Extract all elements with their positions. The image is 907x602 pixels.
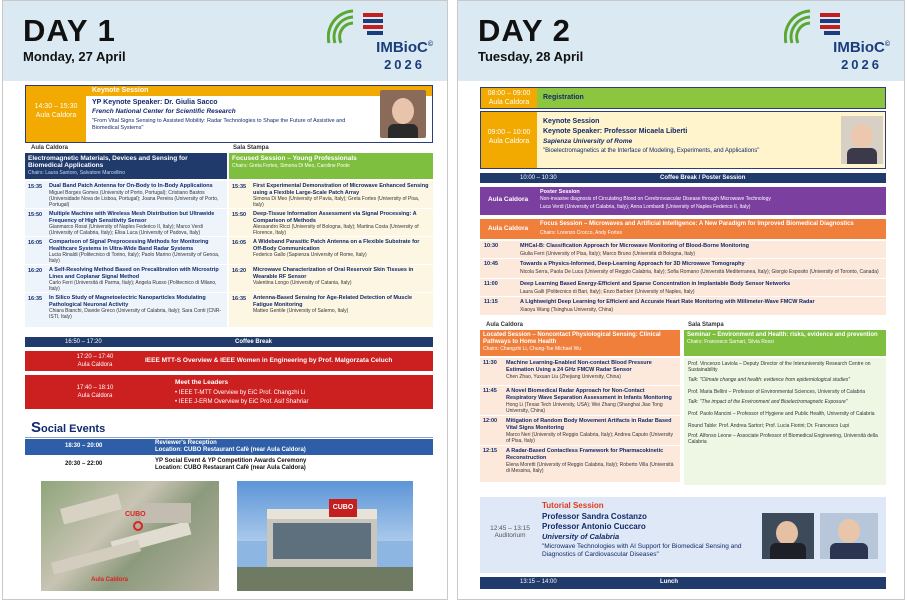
talk-row bbox=[480, 297, 886, 315]
talk-title: Multiple Machine with Wireless Mesh Distribution but Ultrawide Frequency of High Sensitivity Sensor bbox=[49, 211, 215, 224]
day1-keynote-timecell bbox=[26, 86, 86, 142]
reg-timecell bbox=[481, 88, 537, 108]
talk-title: A Self-Resolving Method Based on Precalibration with Microstrip Lines and Coplanar Signal Method bbox=[49, 267, 219, 280]
located-title: Located Session – Noncontact Physiological Sensing: Clinical Pathways to Home Health bbox=[483, 332, 661, 345]
reception-time: 18:30 – 20:00 bbox=[65, 443, 103, 449]
talk-authors: Elena Moretti (University of Reggio Calabria, Italy); Roberto Villa (Università di Messina, Italy) bbox=[506, 462, 674, 474]
logo-text: IMBioC© bbox=[376, 39, 433, 56]
room-header-left: Aula Caldora bbox=[31, 145, 69, 151]
cubo-sign: CUBO bbox=[329, 499, 357, 517]
talk-row bbox=[25, 237, 227, 265]
talk-time: 11:15 bbox=[484, 299, 498, 305]
day2-title: DAY 2 bbox=[478, 13, 571, 48]
ieee-label: IEEE MTT-S Overview & IEEE Women in Engineering by Prof. Malgorzata Celuch bbox=[145, 357, 393, 364]
coffee-label: Coffee Break bbox=[235, 339, 273, 345]
seminar-header bbox=[684, 330, 886, 356]
talk-row bbox=[480, 259, 886, 279]
day2-kn-room: Aula Caldora bbox=[488, 138, 530, 145]
talk-authors: Chen Zhao, Yuxuan Liu (Zhejiang University, China) bbox=[506, 374, 621, 380]
dinner-time: 20:30 – 22:00 bbox=[65, 461, 103, 467]
day2-kn-time: 09:00 – 10:00 bbox=[487, 129, 531, 136]
seminar-chairs: Chairs: Francesco Sarnari, Silvia Rossi bbox=[687, 339, 774, 345]
talk-title: Towards a Physics-Informed, Deep-Learning Approach for 3D Microwave Tomography bbox=[520, 261, 745, 267]
talk-time: 16:20 bbox=[232, 268, 247, 274]
talk-title: Machine Learning-Enabled Non-contact Blood Pressure Estimation Using a 24 GHz FMCW Radar Sensor bbox=[506, 360, 652, 373]
talk-time: 12:00 bbox=[483, 418, 498, 424]
talk-row bbox=[25, 293, 227, 327]
talk-title: A Wideband Parasitic Patch Antenna on a Flexible Substrate for Off-Body Communication bbox=[253, 239, 420, 252]
talk-title: In Silico Study of Magnetoelectric Nanoparticles Modulating Pathological Neuronal Activity bbox=[49, 295, 206, 308]
talk-authors: Gianmarco Rossi (University of Naples Federico II, Italy); Marco Verdi (University of Calabria, Italy); Elisa Luca (University of Padova, Italy) bbox=[49, 224, 203, 236]
talk-time: 11:30 bbox=[483, 360, 497, 366]
reg-label: Registration bbox=[537, 88, 885, 108]
talk-authors: Alessandro Ricci (University of Bologna, Italy); Martina Costa (University of Florence, Italy) bbox=[253, 224, 419, 236]
logo-year: 2026 bbox=[384, 57, 425, 72]
talk-time: 10:45 bbox=[484, 261, 499, 267]
talk-time: 16:05 bbox=[232, 240, 247, 246]
coffee-time: 16:50 – 17:20 bbox=[65, 339, 102, 345]
talk-authors: Valentina Longo (University of Catania, Italy) bbox=[253, 280, 352, 286]
talk-row bbox=[480, 241, 886, 259]
day2-keynote-box bbox=[480, 111, 886, 169]
ieee-time: 17:20 – 17:40 bbox=[76, 354, 114, 360]
talk-row bbox=[229, 209, 433, 237]
leaders-timecell bbox=[65, 384, 125, 400]
day2-page bbox=[457, 0, 905, 600]
tutorial-box bbox=[480, 497, 886, 573]
day2-kn-affil: Sapienza University of Rome bbox=[543, 138, 633, 145]
leaders-time: 17:40 – 18:10 bbox=[76, 385, 114, 391]
divider bbox=[25, 437, 433, 438]
tut-speaker2: Professor Antonio Cuccaro bbox=[542, 522, 646, 531]
day2-header bbox=[458, 1, 904, 81]
talk-authors: Chiara Bianchi, Davide Greco (University of Calabria, Italy); Sara Conti (CNR-ISTI, Italy) bbox=[49, 308, 222, 320]
day2-date: Tuesday, 28 April bbox=[478, 49, 584, 64]
lunch-label: Lunch bbox=[660, 579, 678, 585]
talk-title: Microwave Characterization of Oral Reservoir Skin Tissues in Wearable RF Sensor bbox=[253, 267, 414, 280]
day1-keynote-talk: "From Vital Signs Sensing to Assisted Mobility: Radar Technologies to Shape the Future of Assistive and Biomedical Systems" bbox=[92, 118, 346, 131]
talk-row bbox=[480, 446, 680, 482]
talk-authors: Matteo Gentile (University of Salerno, Italy) bbox=[253, 308, 349, 314]
poster-authors: Luca Verdi (University of Calabria, Italy); Anna Lombardi (University of Naples Federico II, Italy) bbox=[540, 204, 751, 210]
talk-authors: Xiaoyu Wang (Tsinghua University, China) bbox=[520, 307, 614, 313]
talk-row bbox=[25, 209, 227, 237]
seminar-line: Prof. Alfonso Leone – Associate Professor of Biomedical Engineering, Università della Calabria bbox=[688, 433, 878, 445]
seminar-line: Prof. Maria Bellini – Professor of Environmental Sciences, University of Calabria bbox=[688, 389, 866, 395]
session-right-header-bg bbox=[229, 153, 433, 179]
day1-coffee-bar bbox=[25, 337, 433, 347]
focus-talks bbox=[480, 241, 886, 315]
talk-row bbox=[229, 293, 433, 327]
day1-ieee-bar bbox=[25, 351, 433, 371]
talk-row bbox=[480, 358, 680, 386]
campus-aerial-map bbox=[41, 481, 219, 591]
talks-right bbox=[229, 181, 433, 327]
reception-title: Reviewer's Reception bbox=[155, 440, 217, 446]
dinner-title: YP Social Event & YP Competition Awards Ceremony bbox=[155, 458, 307, 464]
talk-title: Dual Band Patch Antenna for On-Body to In-Body Applications bbox=[49, 183, 213, 189]
session-right-header bbox=[229, 153, 433, 179]
seminar-line: Prof. Vincenzo Laviola – Deputy Director of the Interuniversity Research Centre on Sustainability bbox=[688, 361, 871, 373]
day2-poster-bar bbox=[480, 187, 886, 215]
day1-keynote-time: 14:30 – 15:30 bbox=[34, 103, 78, 110]
seminar-title: Seminar – Environment and Health: risks, evidence and prevention bbox=[687, 332, 878, 338]
talk-title: MHCal-B: Classification Approach for Microwave Monitoring of Blood-Borne Monitoring bbox=[520, 243, 749, 249]
talk-row bbox=[480, 386, 680, 416]
poster-room: Aula Caldora bbox=[488, 196, 529, 203]
day2-kn-speaker: Keynote Speaker: Professor Micaela Liberti bbox=[543, 128, 688, 135]
reception-loc: Location: CUBO Restaurant Cafè (near Aula Caldora) bbox=[155, 447, 306, 453]
session-left-header bbox=[25, 153, 227, 179]
located-talks bbox=[480, 358, 680, 482]
leaders-item: • IEEE T-MTT Overview by EiC Prof. Changzhi Li bbox=[175, 390, 306, 396]
day2-kn-timecell bbox=[481, 112, 537, 168]
talk-title: A Novel Biomedical Radar Approach for Non-Contact Respiratory Wave Separation Assessment in Infants Monitoring bbox=[506, 388, 672, 401]
coffee-label: Coffee Break / Poster Session bbox=[660, 175, 746, 181]
talk-authors: Giulia Ferri (University of Pisa, Italy); Marco Bruno (Università di Bologna, Italy) bbox=[520, 251, 696, 257]
day1-keynote-affil: French National Center for Scientific Research bbox=[92, 108, 236, 115]
room-header-left: Aula Caldora bbox=[486, 322, 524, 328]
poster-desc: Non-invasive diagnosis of Circulating Blood on Cerebrovascular Disease through Microwave Technology bbox=[540, 196, 771, 202]
map-label-aula: Aula Caldora bbox=[91, 577, 129, 583]
reception-bar bbox=[25, 439, 433, 455]
day1-leaders-bar bbox=[25, 375, 433, 409]
day1-title: DAY 1 bbox=[23, 13, 116, 48]
lunch-time: 13:15 – 14:00 bbox=[520, 579, 557, 585]
seminar-line: Prof. Paolo Mancini – Professor of Hygiene and Public Health, University of Calabria bbox=[688, 411, 875, 417]
dinner-loc: Location: CUBO Restaurant Cafè (near Aula Caldora) bbox=[155, 465, 306, 471]
map-marker-icon bbox=[133, 521, 143, 531]
reg-room: Aula Caldora bbox=[488, 99, 530, 106]
seminar-line: Round Table: Prof. Andrea Sartori; Prof. Lucia Fiorini; Dr. Francesco Lupi bbox=[688, 423, 850, 429]
seminar-content bbox=[684, 358, 886, 485]
day2-kn-talk: "Bioelectromagnetics at the Interface of Modeling, Experiments, and Applications" bbox=[543, 148, 760, 154]
room-header-right: Sala Stampa bbox=[233, 145, 269, 151]
day1-keynote-speaker: YP Keynote Speaker: Dr. Giulia Sacco bbox=[92, 99, 218, 106]
session-right-title: Focused Session – Young Professionals bbox=[232, 155, 357, 162]
speaker-photo bbox=[380, 90, 426, 138]
talk-time: 10:30 bbox=[484, 243, 499, 249]
leaders-room: Aula Caldora bbox=[77, 393, 113, 399]
talk-time: 16:20 bbox=[28, 268, 43, 274]
talk-title: A Lightweight Deep Learning for Efficient and Accurate Heart Rate Monitoring with Millimeter-Wave FMCW Radar bbox=[520, 299, 815, 305]
day1-header bbox=[3, 1, 447, 81]
talk-time: 15:35 bbox=[232, 184, 247, 190]
talk-time: 11:00 bbox=[484, 281, 498, 287]
talk-authors: Hong Li (Texas Tech University, USA); Wei Zhang (Shanghai Jiao Tong University, China) bbox=[506, 402, 663, 414]
tut-time: 12:45 – 13:15 bbox=[490, 525, 530, 532]
located-session-header bbox=[480, 330, 680, 356]
session-left-chairs: Chairs: Laura Santoro, Salvatore Marcellino bbox=[28, 170, 125, 176]
logo-year: 2026 bbox=[841, 57, 882, 72]
talk-row bbox=[480, 416, 680, 446]
room-header-right: Sala Stampa bbox=[688, 322, 724, 328]
day2-kn-title: Keynote Session bbox=[543, 118, 600, 125]
focus-chairs: Chairs: Lorenzo Crocco, Andy Fortes bbox=[540, 230, 622, 236]
tut-speaker1: Professor Sandra Costanzo bbox=[542, 512, 647, 521]
day2-registration bbox=[480, 87, 886, 109]
day1-page bbox=[2, 0, 448, 600]
talk-title: Deep-Tissue Information Assessment via Signal Processing: A Comparison of Methods bbox=[253, 211, 417, 224]
tut-title: Tutorial Session bbox=[542, 501, 604, 510]
seminar-line: Talk: "Climate change and health: evidence from epidemiological studies" bbox=[688, 377, 851, 383]
speaker-photo bbox=[762, 513, 814, 559]
tut-talk: "Microwave Technologies with AI Support for Biomedical Sensing and Diagnostics of Cardiovascular Diseases" bbox=[542, 543, 742, 558]
talk-authors: Federico Gallo (Sapienza University of Rome, Italy) bbox=[253, 252, 367, 258]
talk-authors: Nicola Serra, Paola De Luca (University of Reggio Calabria, Italy); Sofia Romano (Università Mediterranea, Italy); Giorgio Esposito (University of Toronto, Canada) bbox=[520, 269, 879, 275]
talk-authors: Marco Neri (University of Reggio Calabria, Italy); Andrea Caputo (University of Pisa, Italy) bbox=[506, 432, 674, 444]
focus-session-header bbox=[480, 219, 886, 239]
poster-title: Poster Session bbox=[540, 189, 580, 195]
talk-time: 16:35 bbox=[232, 296, 247, 302]
focus-room: Aula Caldora bbox=[488, 225, 529, 232]
talk-authors: Carlo Ferri (Università di Parma, Italy); Angela Russo (Politecnico di Milano, Italy) bbox=[49, 280, 217, 292]
focus-title: Focus Session – Microwaves and Artificial Intelligence: A New Paradigm for Improved Biomedical Diagnostics bbox=[540, 221, 854, 227]
reg-time: 08:00 – 09:00 bbox=[487, 90, 531, 97]
day1-keynote-box bbox=[25, 85, 433, 143]
talk-row bbox=[480, 279, 886, 297]
lunch-bar bbox=[480, 577, 886, 589]
talk-time: 15:50 bbox=[232, 212, 247, 218]
leaders-title: Meet the Leaders bbox=[175, 379, 229, 386]
coffee-time: 10:00 – 10:30 bbox=[520, 175, 557, 181]
talk-title: Antenna-Based Sensing for Age-Related Detection of Muscle Fatigue Monitoring bbox=[253, 295, 413, 308]
talk-time: 16:35 bbox=[28, 296, 43, 302]
speaker-photo bbox=[841, 116, 883, 164]
day1-keynote-room: Aula Caldora bbox=[35, 112, 77, 119]
talk-row bbox=[229, 265, 433, 293]
tut-affil: University of Calabria bbox=[542, 532, 620, 541]
talk-title: Deep Learning Based Energy-Efficient and Sparse Concentration in Implantable Body Sensor Networks bbox=[520, 281, 791, 287]
logo-text: IMBioC© bbox=[833, 39, 890, 56]
tut-timecell bbox=[486, 525, 534, 539]
ieee-timecell bbox=[65, 353, 125, 369]
day1-keynote-title: Keynote Session bbox=[86, 86, 432, 96]
session-right-chairs: Chairs: Greta Fortes, Simona Di Meo, Caroline Poole bbox=[232, 163, 350, 169]
talk-row bbox=[25, 181, 227, 209]
talk-time: 15:35 bbox=[28, 184, 43, 190]
cubo-building-photo bbox=[237, 481, 413, 591]
talk-authors: Miguel Borges Gomes (University of Porto, Portugal); Cristiano Bastos (Universidade Nova de Lisboa, Portugal); Joana Pereira (University of Porto, Portugal) bbox=[49, 190, 219, 208]
seminar-line: Talk: "The impact of the Environment and Bioelectromagnetic Exposure" bbox=[688, 399, 848, 405]
talk-title: A Radar-Based Contactless Framework for Pharmacokinetic Reconstruction bbox=[506, 448, 664, 461]
talk-authors: Simona Di Meo (University of Pavia, Italy); Greta Fortes (University of Pisa, Italy) bbox=[253, 196, 420, 208]
imbioc-logo bbox=[776, 9, 896, 75]
talk-time: 12:15 bbox=[483, 448, 498, 454]
dinner-bar bbox=[25, 457, 433, 473]
social-events-title: Social Events bbox=[31, 419, 106, 436]
day1-date: Monday, 27 April bbox=[23, 49, 126, 64]
map-label-cubo: CUBO bbox=[125, 511, 146, 518]
talk-title: First Experimental Demonstration of Microwave Enhanced Sensing using a Flexible Large-Scale Patch Array bbox=[253, 183, 429, 196]
talk-time: 15:50 bbox=[28, 212, 43, 218]
talk-row bbox=[229, 237, 433, 265]
speaker-photo bbox=[820, 513, 878, 559]
talks-left bbox=[25, 181, 227, 327]
talk-row bbox=[25, 265, 227, 293]
talk-time: 11:45 bbox=[483, 388, 497, 394]
talk-authors: Laura Galli (Politecnico di Bari, Italy); Enzo Barbieri (University of Naples, Italy) bbox=[520, 289, 695, 295]
ieee-room: Aula Caldora bbox=[77, 362, 113, 368]
leaders-item: • IEEE J-ERM Overview by EiC Prof. Asif Shahriar bbox=[175, 399, 309, 405]
located-chairs: Chairs: Changzhi Li, Chung-Tse Michael Wu bbox=[483, 346, 582, 352]
talk-row bbox=[229, 181, 433, 209]
talk-title: Mitigation of Random Body Movement Artifacts in Radar Based Vital Signs Monitoring bbox=[506, 418, 672, 431]
tut-room: Auditorium bbox=[494, 532, 526, 539]
talk-title: Comparison of Signal Preprocessing Methods for Monitoring Healthcare Systems in Ultra-Wide Band Radar Systems bbox=[49, 239, 209, 252]
session-left-title: Electromagnetic Materials, Devices and Sensing for Biomedical Applications bbox=[28, 155, 188, 169]
imbioc-logo bbox=[319, 9, 439, 75]
talk-time: 16:05 bbox=[28, 240, 43, 246]
day2-coffee-bar bbox=[480, 173, 886, 183]
talk-authors: Lucia Rinaldi (Politecnico di Torino, Italy); Paolo Marino (University of Genoa, Italy) bbox=[49, 252, 220, 264]
